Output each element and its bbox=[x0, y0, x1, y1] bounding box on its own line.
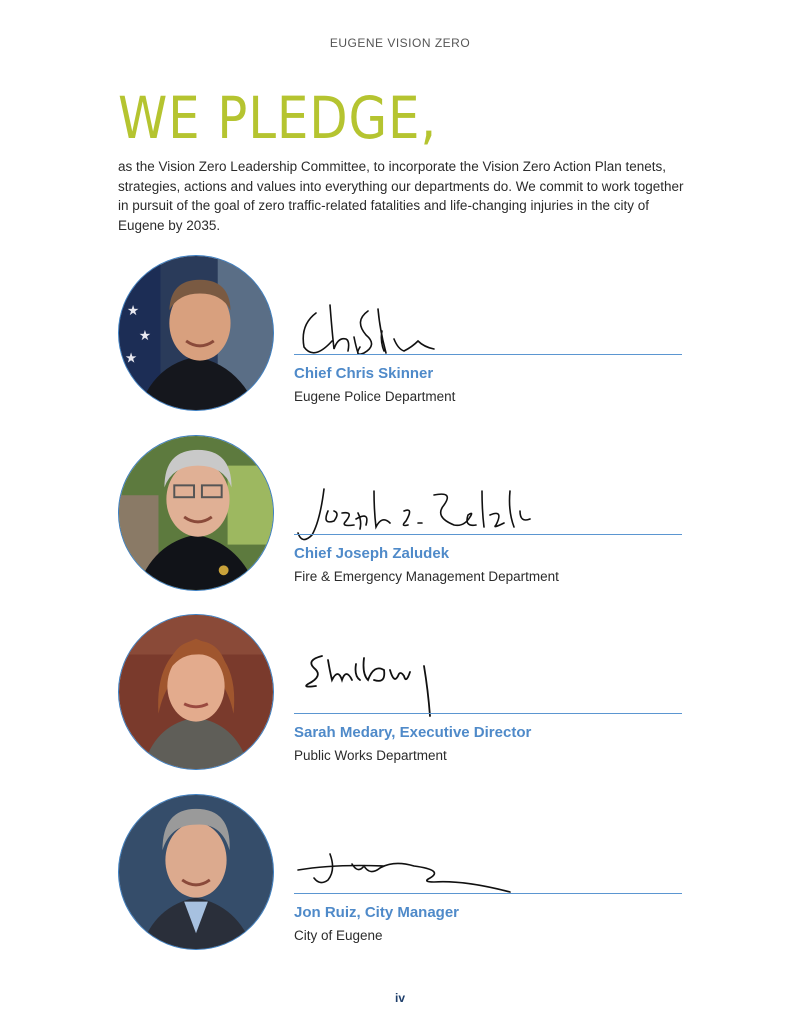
pledge-text: as the Vision Zero Leadership Committee, to incorporate the Vision Zero Action Plan tenets, strategies, actions and values into everything our departments do. We commit to work together in pursuit of the goal of zero traffic-related fatalities and life-changing injuries in the city of Eugene by 2035. bbox=[118, 159, 684, 233]
svg-text:★: ★ bbox=[126, 303, 140, 320]
signatory-department: Eugene Police Department bbox=[294, 389, 456, 404]
signature-line bbox=[294, 534, 682, 535]
signatory-4 bbox=[118, 794, 688, 954]
signatory-department: City of Eugene bbox=[294, 928, 383, 943]
signatory-department: Fire & Emergency Management Department bbox=[294, 569, 559, 584]
signature-sarah-medary bbox=[294, 650, 684, 720]
signatory-name: Chief Joseph Zaludek bbox=[294, 545, 450, 562]
signature-line bbox=[294, 893, 682, 894]
svg-text:★: ★ bbox=[124, 350, 138, 367]
portrait-photo bbox=[118, 614, 274, 770]
page-header: EUGENE VISION ZERO bbox=[329, 36, 471, 50]
signatory-name: Sarah Medary, Executive Director bbox=[294, 724, 532, 741]
signature-joseph-zaludek bbox=[294, 471, 684, 541]
signature-line bbox=[294, 354, 682, 355]
portrait-photo bbox=[118, 794, 274, 950]
signatory-name: Chief Chris Skinner bbox=[294, 365, 434, 382]
page-number: iv bbox=[394, 991, 405, 1005]
signature-line bbox=[294, 713, 682, 714]
signature-jon-ruiz bbox=[294, 830, 684, 900]
pledge-heading: WE PLEDGE, bbox=[118, 84, 438, 152]
signatory-name: Jon Ruiz, City Manager bbox=[294, 904, 460, 921]
signatory-2 bbox=[118, 435, 688, 595]
svg-text:★: ★ bbox=[138, 327, 152, 344]
signatory-1 bbox=[118, 255, 688, 415]
signatory-department: Public Works Department bbox=[294, 748, 447, 763]
portrait-photo bbox=[118, 435, 274, 591]
signature-chris-skinner bbox=[294, 291, 684, 361]
signatory-3 bbox=[118, 614, 688, 774]
portrait-photo bbox=[118, 255, 274, 411]
